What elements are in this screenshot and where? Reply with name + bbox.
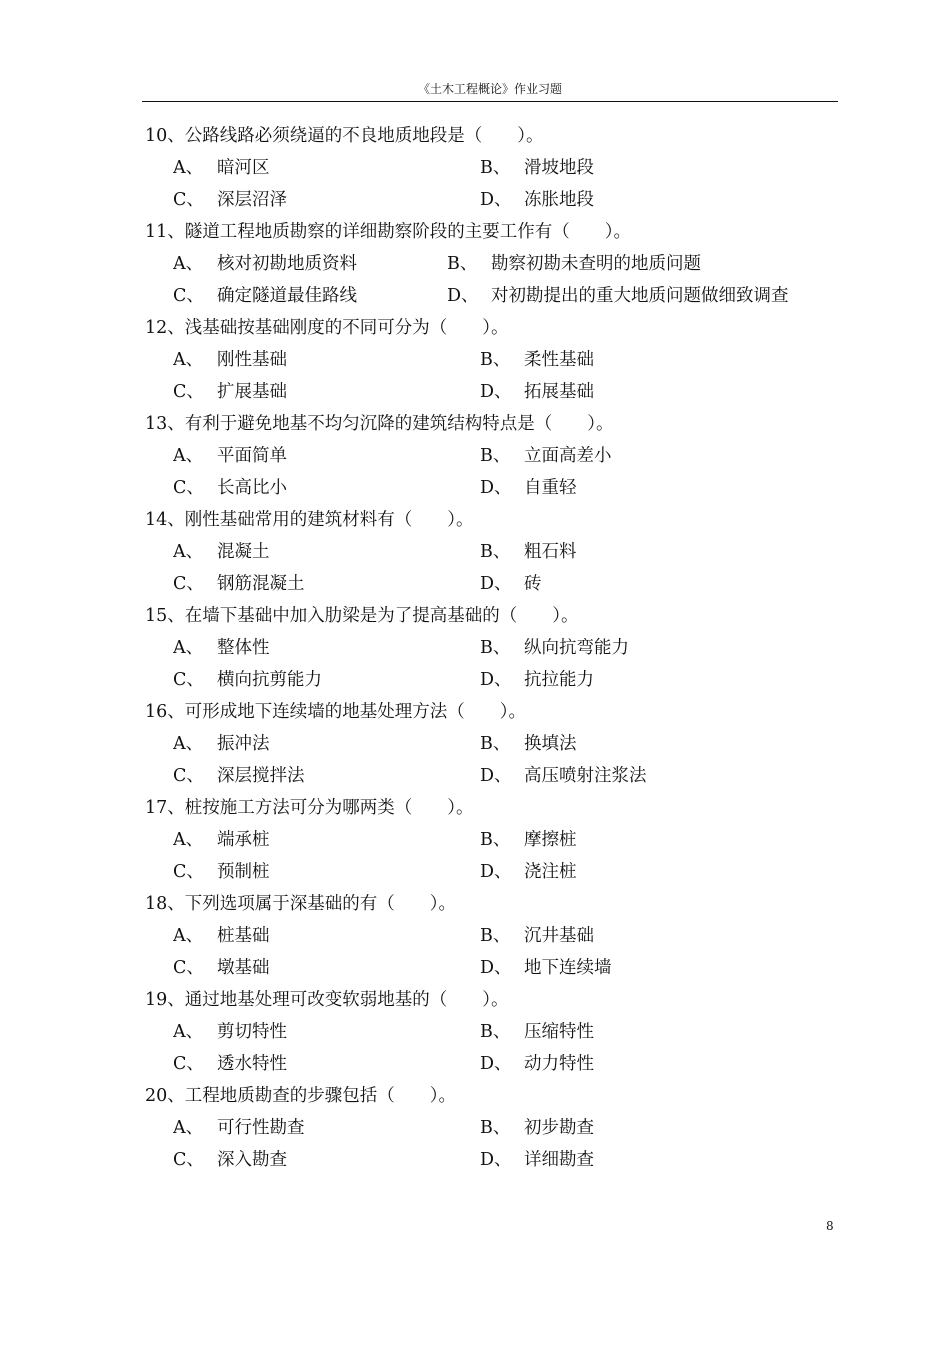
option-a xyxy=(173,1016,287,1048)
option-key: D、 xyxy=(480,190,512,210)
option-key: D、 xyxy=(480,1150,512,1170)
option-row xyxy=(145,664,845,696)
option-text: 端承桩 xyxy=(217,830,270,850)
option-a xyxy=(173,152,270,184)
option-key: A、 xyxy=(173,158,204,178)
option-key: D、 xyxy=(480,670,512,690)
option-text: 暗河区 xyxy=(217,158,270,178)
option-a xyxy=(173,1112,305,1144)
option-c xyxy=(173,1144,287,1176)
option-text: 抗拉能力 xyxy=(524,670,594,690)
question-block xyxy=(145,216,845,312)
option-d xyxy=(480,184,594,216)
question-text: 12、浅基础按基础刚度的不同可分为（ ）。 xyxy=(145,318,509,338)
question-text: 10、公路线路必须绕逼的不良地质地段是（ ）。 xyxy=(145,126,544,146)
option-key: A、 xyxy=(173,254,204,274)
option-text: 浇注桩 xyxy=(524,862,577,882)
question-block xyxy=(145,600,845,696)
option-text: 地下连续墙 xyxy=(524,958,612,978)
option-text: 自重轻 xyxy=(524,478,577,498)
option-b xyxy=(480,536,577,568)
option-text: 砖 xyxy=(524,574,542,594)
option-a xyxy=(173,440,287,472)
option-b xyxy=(480,824,577,856)
option-key: C、 xyxy=(173,670,204,690)
option-key: D、 xyxy=(480,766,512,786)
option-key: A、 xyxy=(173,1022,204,1042)
option-key: C、 xyxy=(173,382,204,402)
option-row xyxy=(145,920,845,952)
option-key: C、 xyxy=(173,190,204,210)
option-text: 沉井基础 xyxy=(524,926,594,946)
option-key: C、 xyxy=(173,574,204,594)
option-row xyxy=(145,728,845,760)
option-text: 拓展基础 xyxy=(524,382,594,402)
option-c xyxy=(173,184,287,216)
option-text: 墩基础 xyxy=(217,958,270,978)
option-text: 可行性勘查 xyxy=(217,1118,305,1138)
option-a xyxy=(173,632,270,664)
option-key: C、 xyxy=(173,862,204,882)
option-text: 换填法 xyxy=(524,734,577,754)
option-text: 核对初勘地质资料 xyxy=(217,254,357,274)
option-text: 确定隧道最佳路线 xyxy=(217,286,357,306)
option-key: D、 xyxy=(480,382,512,402)
option-a xyxy=(173,344,287,376)
option-key: D、 xyxy=(480,958,512,978)
option-key: A、 xyxy=(173,638,204,658)
option-d xyxy=(480,1048,594,1080)
option-b xyxy=(480,632,629,664)
question-text: 19、通过地基处理可改变软弱地基的（ ）。 xyxy=(145,990,509,1010)
option-key: C、 xyxy=(173,958,204,978)
page-number: 8 xyxy=(826,1219,834,1233)
option-text: 混凝土 xyxy=(217,542,270,562)
option-key: A、 xyxy=(173,350,204,370)
option-key: A、 xyxy=(173,542,204,562)
option-key: B、 xyxy=(480,542,511,562)
option-text: 摩擦桩 xyxy=(524,830,577,850)
option-text: 深层沼泽 xyxy=(217,190,287,210)
option-b xyxy=(480,1112,594,1144)
option-d xyxy=(480,856,577,888)
question-block xyxy=(145,696,845,792)
option-text: 长高比小 xyxy=(217,478,287,498)
option-text: 粗石料 xyxy=(524,542,577,562)
option-row xyxy=(145,1016,845,1048)
option-key: B、 xyxy=(480,158,511,178)
option-a xyxy=(173,920,270,952)
header-divider xyxy=(142,101,838,102)
option-key: D、 xyxy=(480,478,512,498)
option-text: 预制桩 xyxy=(217,862,270,882)
option-row xyxy=(145,184,845,216)
option-b xyxy=(480,728,577,760)
option-key: C、 xyxy=(173,1054,204,1074)
option-key: B、 xyxy=(480,1118,511,1138)
question-block xyxy=(145,504,845,600)
option-text: 桩基础 xyxy=(217,926,270,946)
option-key: C、 xyxy=(173,1150,204,1170)
option-c xyxy=(173,760,305,792)
option-key: D、 xyxy=(447,286,479,306)
option-b xyxy=(480,344,594,376)
option-text: 剪切特性 xyxy=(217,1022,287,1042)
option-key: A、 xyxy=(173,926,204,946)
option-text: 纵向抗弯能力 xyxy=(524,638,629,658)
option-c xyxy=(173,664,322,696)
option-text: 刚性基础 xyxy=(217,350,287,370)
option-row xyxy=(145,632,845,664)
option-a xyxy=(173,824,270,856)
option-row xyxy=(145,248,845,280)
option-key: A、 xyxy=(173,446,204,466)
option-key: B、 xyxy=(480,926,511,946)
option-key: C、 xyxy=(173,766,204,786)
option-row xyxy=(145,280,845,312)
option-text: 滑坡地段 xyxy=(524,158,594,178)
option-c xyxy=(173,472,287,504)
option-text: 对初勘提出的重大地质问题做细致调查 xyxy=(491,286,789,306)
option-b xyxy=(480,1016,594,1048)
option-key: A、 xyxy=(173,1118,204,1138)
option-b xyxy=(447,248,701,280)
option-key: D、 xyxy=(480,862,512,882)
option-d xyxy=(480,472,577,504)
option-row xyxy=(145,760,845,792)
option-row xyxy=(145,1144,845,1176)
question-block xyxy=(145,888,845,984)
option-b xyxy=(480,440,612,472)
option-key: C、 xyxy=(173,478,204,498)
option-row xyxy=(145,1048,845,1080)
option-row xyxy=(145,856,845,888)
option-key: A、 xyxy=(173,830,204,850)
option-d xyxy=(480,376,594,408)
option-text: 扩展基础 xyxy=(217,382,287,402)
option-key: B、 xyxy=(480,350,511,370)
option-text: 钢筋混凝土 xyxy=(217,574,305,594)
option-d xyxy=(480,952,612,984)
question-list xyxy=(145,120,845,1176)
option-key: B、 xyxy=(480,734,511,754)
option-text: 详细勘查 xyxy=(524,1150,594,1170)
option-row xyxy=(145,472,845,504)
option-c xyxy=(173,952,270,984)
option-b xyxy=(480,152,594,184)
question-block xyxy=(145,312,845,408)
option-key: D、 xyxy=(480,574,512,594)
option-row xyxy=(145,440,845,472)
option-text: 立面高差小 xyxy=(524,446,612,466)
option-text: 整体性 xyxy=(217,638,270,658)
option-text: 高压喷射注浆法 xyxy=(524,766,647,786)
option-text: 初步勘查 xyxy=(524,1118,594,1138)
question-block xyxy=(145,792,845,888)
option-d xyxy=(480,760,647,792)
option-a xyxy=(173,248,357,280)
option-row xyxy=(145,376,845,408)
page-header-title: 《土木工程概论》作业习题 xyxy=(417,82,562,96)
option-row xyxy=(145,1112,845,1144)
option-text: 横向抗剪能力 xyxy=(217,670,322,690)
option-key: C、 xyxy=(173,286,204,306)
option-text: 平面简单 xyxy=(217,446,287,466)
option-row xyxy=(145,344,845,376)
question-text: 17、桩按施工方法可分为哪两类（ ）。 xyxy=(145,798,474,818)
option-row xyxy=(145,568,845,600)
option-c xyxy=(173,856,270,888)
option-d xyxy=(480,568,542,600)
question-block xyxy=(145,120,845,216)
option-key: D、 xyxy=(480,1054,512,1074)
option-row xyxy=(145,824,845,856)
option-text: 柔性基础 xyxy=(524,350,594,370)
option-c xyxy=(173,376,287,408)
option-text: 勘察初勘未查明的地质问题 xyxy=(491,254,701,274)
option-key: B、 xyxy=(480,638,511,658)
option-text: 振冲法 xyxy=(217,734,270,754)
option-b xyxy=(480,920,594,952)
question-text: 16、可形成地下连续墙的地基处理方法（ ）。 xyxy=(145,702,527,722)
question-text: 20、工程地质勘查的步骤包括（ ）。 xyxy=(145,1086,457,1106)
question-text: 14、刚性基础常用的建筑材料有（ ）。 xyxy=(145,510,474,530)
option-a xyxy=(173,536,270,568)
option-row xyxy=(145,152,845,184)
option-text: 冻胀地段 xyxy=(524,190,594,210)
question-text: 13、有利于避免地基不均匀沉降的建筑结构特点是（ ）。 xyxy=(145,414,614,434)
option-text: 深入勘查 xyxy=(217,1150,287,1170)
option-key: B、 xyxy=(480,446,511,466)
question-text: 11、隧道工程地质勘察的详细勘察阶段的主要工作有（ ）。 xyxy=(145,222,632,242)
option-text: 压缩特性 xyxy=(524,1022,594,1042)
option-d xyxy=(480,664,594,696)
option-text: 动力特性 xyxy=(524,1054,594,1074)
option-d xyxy=(480,1144,594,1176)
option-key: B、 xyxy=(480,1022,511,1042)
option-a xyxy=(173,728,270,760)
question-text: 18、下列选项属于深基础的有（ ）。 xyxy=(145,894,457,914)
option-c xyxy=(173,568,305,600)
option-row xyxy=(145,952,845,984)
question-text: 15、在墙下基础中加入肋梁是为了提高基础的（ ）。 xyxy=(145,606,579,626)
question-block xyxy=(145,1080,845,1176)
option-key: B、 xyxy=(480,830,511,850)
option-text: 透水特性 xyxy=(217,1054,287,1074)
question-block xyxy=(145,984,845,1080)
option-text: 深层搅拌法 xyxy=(217,766,305,786)
option-row xyxy=(145,536,845,568)
option-c xyxy=(173,1048,287,1080)
question-block xyxy=(145,408,845,504)
option-key: A、 xyxy=(173,734,204,754)
option-key: B、 xyxy=(447,254,478,274)
option-d xyxy=(447,280,789,312)
option-c xyxy=(173,280,357,312)
